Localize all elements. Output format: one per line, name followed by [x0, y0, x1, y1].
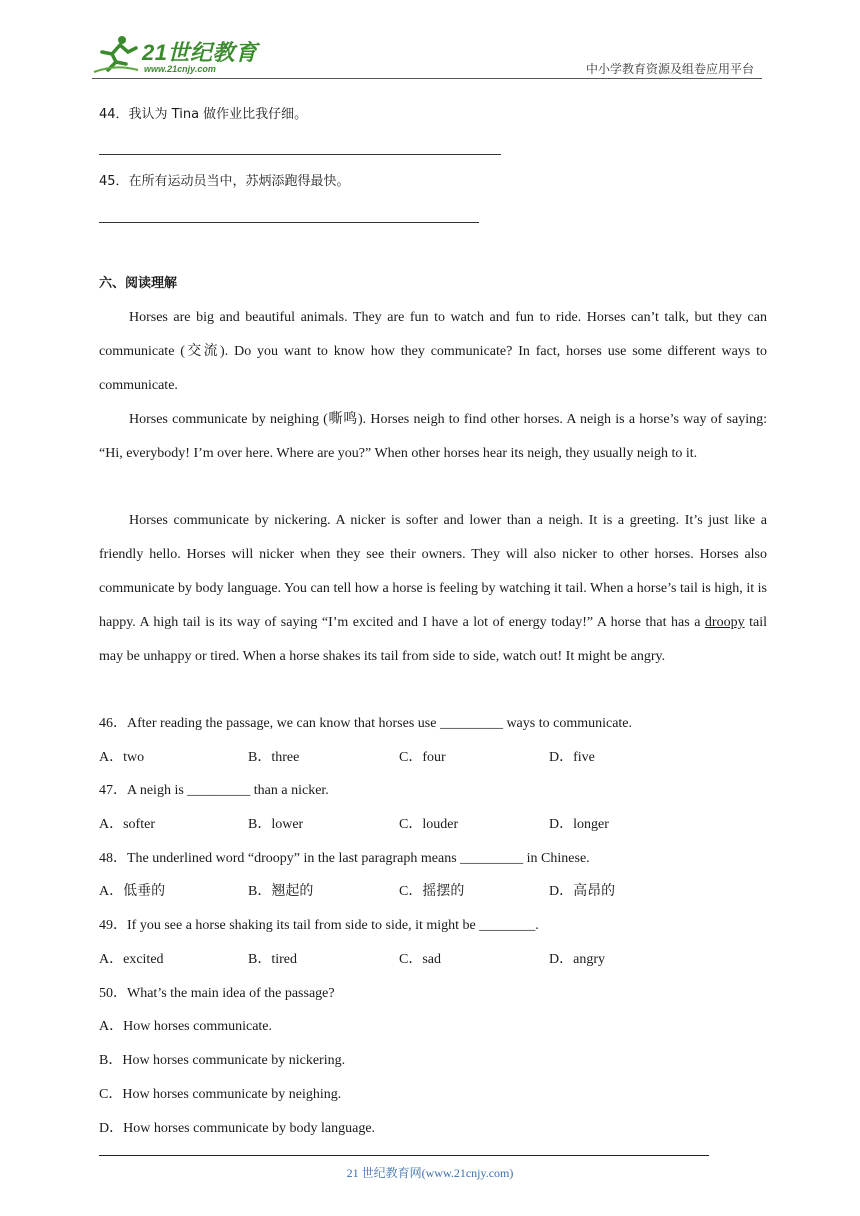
q50-option-a[interactable]: A．How horses communicate. — [99, 1019, 273, 1034]
q47-option-b[interactable]: B．lower — [248, 817, 304, 832]
q50-option-c[interactable]: C．How horses communicate by neighing. — [99, 1087, 342, 1102]
q47-option-d[interactable]: D．longer — [549, 817, 609, 832]
q48-option-c[interactable]: C．摇摆的 — [399, 884, 465, 899]
answer-line-44 — [99, 154, 501, 155]
underlined-word: droopy — [704, 615, 745, 630]
q47-option-a[interactable]: A．softer — [99, 817, 155, 832]
q46-option-c[interactable]: C．four — [399, 750, 446, 765]
q46-option-b[interactable]: B．three — [248, 750, 300, 765]
logo-text: 21世纪教育 — [142, 40, 258, 65]
passage-paragraph-1: Horses are big and beautiful animals. They are fun to watch and fun to ride. Horses can’t talk, but they can communicate (交流). Do you want to know how they communicate? In fact, horses use some different ways to communicate. — [99, 310, 767, 393]
q46-option-a[interactable]: A．two — [99, 750, 145, 765]
q49-option-d[interactable]: D．angry — [549, 952, 605, 967]
question-45: 45．在所有运动员当中，苏炳添跑得最快。 — [99, 174, 350, 189]
passage-paragraph-2: Horses communicate by neighing (嘶鸣). Horses neigh to find other horses. A neigh is a horse’s way of saying: “Hi, everybody! I’m over here. Where are you?” When other horses hear its neigh, they usually neigh to it. — [99, 412, 767, 461]
q48-option-b[interactable]: B．翘起的 — [248, 884, 314, 899]
section-title: 六、阅读理解 — [99, 276, 178, 291]
logo — [92, 34, 262, 78]
question-50: 50．What’s the main idea of the passage? — [99, 986, 335, 1001]
q47-option-c[interactable]: C．louder — [399, 817, 459, 832]
runner-logo-icon — [92, 34, 140, 74]
question-47: 47．A neigh is _________ than a nicker. — [99, 783, 329, 798]
header-platform-title: 中小学教育资源及组卷应用平台 — [585, 62, 754, 76]
q49-option-c[interactable]: C．sad — [399, 952, 441, 967]
q50-option-b[interactable]: B．How horses communicate by nickering. — [99, 1053, 346, 1068]
question-46: 46．After reading the passage, we can know that horses use _________ ways to communicate. — [99, 716, 633, 731]
q48-option-d[interactable]: D．高昂的 — [549, 884, 616, 899]
footer-source[interactable]: 21 世纪教育网(www.21cnjy.com) — [346, 1166, 514, 1180]
footer-divider — [99, 1155, 709, 1156]
question-49: 49．If you see a horse shaking its tail from side to side, it might be ________. — [99, 918, 539, 933]
q48-option-a[interactable]: A．低垂的 — [99, 884, 166, 899]
header-divider — [92, 78, 762, 79]
q46-option-d[interactable]: D．five — [549, 750, 595, 765]
q50-option-d[interactable]: D．How horses communicate by body language. — [99, 1121, 376, 1136]
answer-line-45 — [99, 222, 479, 223]
page-header — [92, 28, 762, 80]
passage-paragraph-3: Horses communicate by nickering. A nicker is softer and lower than a neigh. It is a greeting. It’s just like a friendly hello. Horses will nicker when they see their owners. They will also nicker to other horses. Horses also communicate by body language. You can tell how a horse is feeling by watching it tail. When a horse’s tail is high, it is happy. A high tail is its way of saying “I’m excited and I have a lot of energy today!” A horse that has a droopy tail may be unhappy or tired. When a horse shakes its tail from side to side, watch out! It might be angry. — [99, 513, 767, 664]
logo-url: www.21cnjy.com — [144, 64, 216, 74]
q49-option-b[interactable]: B．tired — [248, 952, 297, 967]
question-48: 48．The underlined word “droopy” in the last paragraph means _________ in Chinese. — [99, 851, 590, 866]
question-44: 44．我认为 Tina 做作业比我仔细。 — [99, 107, 308, 122]
q49-option-a[interactable]: A．excited — [99, 952, 164, 967]
